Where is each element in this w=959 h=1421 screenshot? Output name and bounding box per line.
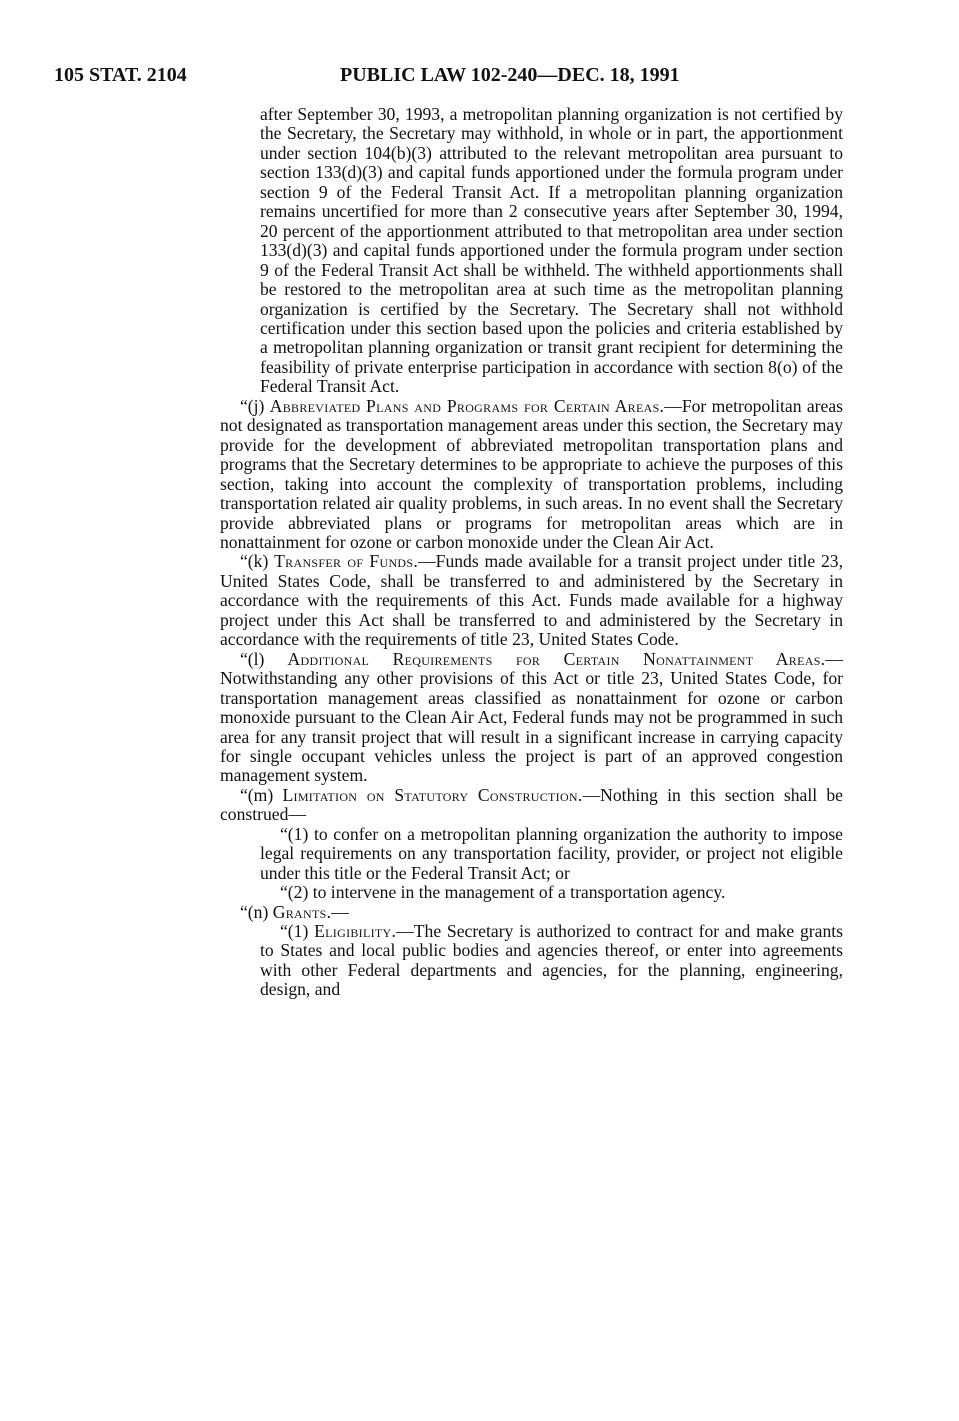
paragraph-n-heading: Grants. — [272, 901, 332, 922]
paragraph-l-heading: Additional Requirements for Certain Nonattainment Areas. — [287, 648, 826, 669]
paragraph-l — [220, 650, 843, 786]
paragraph-n-1-heading: Eligibility. — [314, 921, 397, 942]
paragraph-k — [220, 552, 843, 649]
paragraph-m-label: “(m) — [240, 784, 283, 805]
paragraph-m — [220, 786, 843, 825]
paragraph-l-text: —Notwithstanding any other provisions of this Act or title 23, United States Code, for transportation management areas classified as nonattainment for ozone or carbon monoxide pursuant to the Clean Air Act, Federal funds may not be programmed in such area for any transit project that will result in a significant increase in carrying capacity for single occupant vehicles unless the project is part of an approved congestion management system. — [220, 648, 843, 786]
paragraph-m-2: “(2) to intervene in the management of a transportation agency. — [280, 882, 726, 903]
page-number: 105 STAT. 2104 — [54, 64, 187, 86]
paragraph-j-label: “(j) — [240, 395, 270, 416]
body-text — [220, 105, 843, 1000]
paragraph-n-text: — — [331, 901, 349, 922]
paragraph-n-1-text: —The Secretary is authorized to contract for and make grants to States and local public bodies and agencies thereof, or enter into agreements with other Federal departments and agencies, for the planning, engineering, design, and — [260, 921, 843, 1000]
paragraph-n-1-label: “(1) — [280, 921, 315, 942]
paragraph-l-label: “(l) — [240, 648, 288, 669]
paragraph-n — [220, 903, 843, 922]
paragraph-m-text: —Nothing in this section shall be construed— — [220, 784, 843, 825]
paragraph-n-label: “(n) — [240, 901, 273, 922]
paragraph-j — [220, 397, 843, 553]
paragraph-k-heading: Transfer of Funds. — [274, 551, 419, 572]
paragraph-j-text: —For metropolitan areas not designated as transportation management areas under this section, the Secretary may provide for the development of abbreviated metropolitan transportation plans and programs that the Secretary determines to be appropriate to achieve the purposes of this section, taking into account the complexity of transportation problems, including transportation related air quality problems, in such areas. In no event shall the Secretary provide abbreviated plans or programs for metropolitan areas which are in nonattainment for ozone or carbon monoxide under the Clean Air Act. — [220, 395, 843, 552]
paragraph-continuation: after September 30, 1993, a metropolitan planning organization is not certified by the Secretary, the Secretary may withhold, in whole or in part, the apportionment under section 104(b)(3) attributed to the relevant metropolitan area pursuant to section 133(d)(3) and capital funds apportioned under the formula program under section 9 of the Federal Transit Act. If a metropolitan planning organization remains uncertified for more than 2 consecutive years after September 30, 1994, 20 percent of the apportionment attributed to that metropolitan area under section 133(d)(3) and capital funds apportioned under the formula program under section 9 of the Federal Transit Act shall be withheld. The withheld apportionments shall be restored to the metropolitan area at such time as the metropolitan planning organization is certified by the Secretary. The Secretary shall not withhold certification under this section based upon the policies and criteria established by a metropolitan planning organization or transit grant recipient for determining the feasibility of private enterprise participation in accordance with section 8(o) of the Federal Transit Act. — [260, 104, 843, 397]
paragraph-m-heading: Limitation on Statutory Construction. — [282, 784, 583, 805]
paragraph-k-label: “(k) — [240, 551, 275, 572]
paragraph-k-text: —Funds made available for a transit project under title 23, United States Code, shall be transferred to and administered by the Secretary in accordance with the requirements of this Act. Funds made available for a highway project under this Act shall be transferred to and administered by the Secretary in accordance with the requirements of title 23, United States Code. — [220, 551, 843, 650]
page-header — [54, 64, 754, 88]
paragraph-n-1 — [260, 922, 843, 1000]
running-head: PUBLIC LAW 102-240—DEC. 18, 1991 — [340, 64, 680, 86]
paragraph-j-heading: Abbreviated Plans and Programs for Certain Areas. — [269, 395, 665, 416]
paragraph-m-1: “(1) to confer on a metropolitan planning organization the authority to impose legal requirements on any transportation facility, provider, or project not eligible under this title or the Federal Transit Act; or — [260, 823, 843, 883]
